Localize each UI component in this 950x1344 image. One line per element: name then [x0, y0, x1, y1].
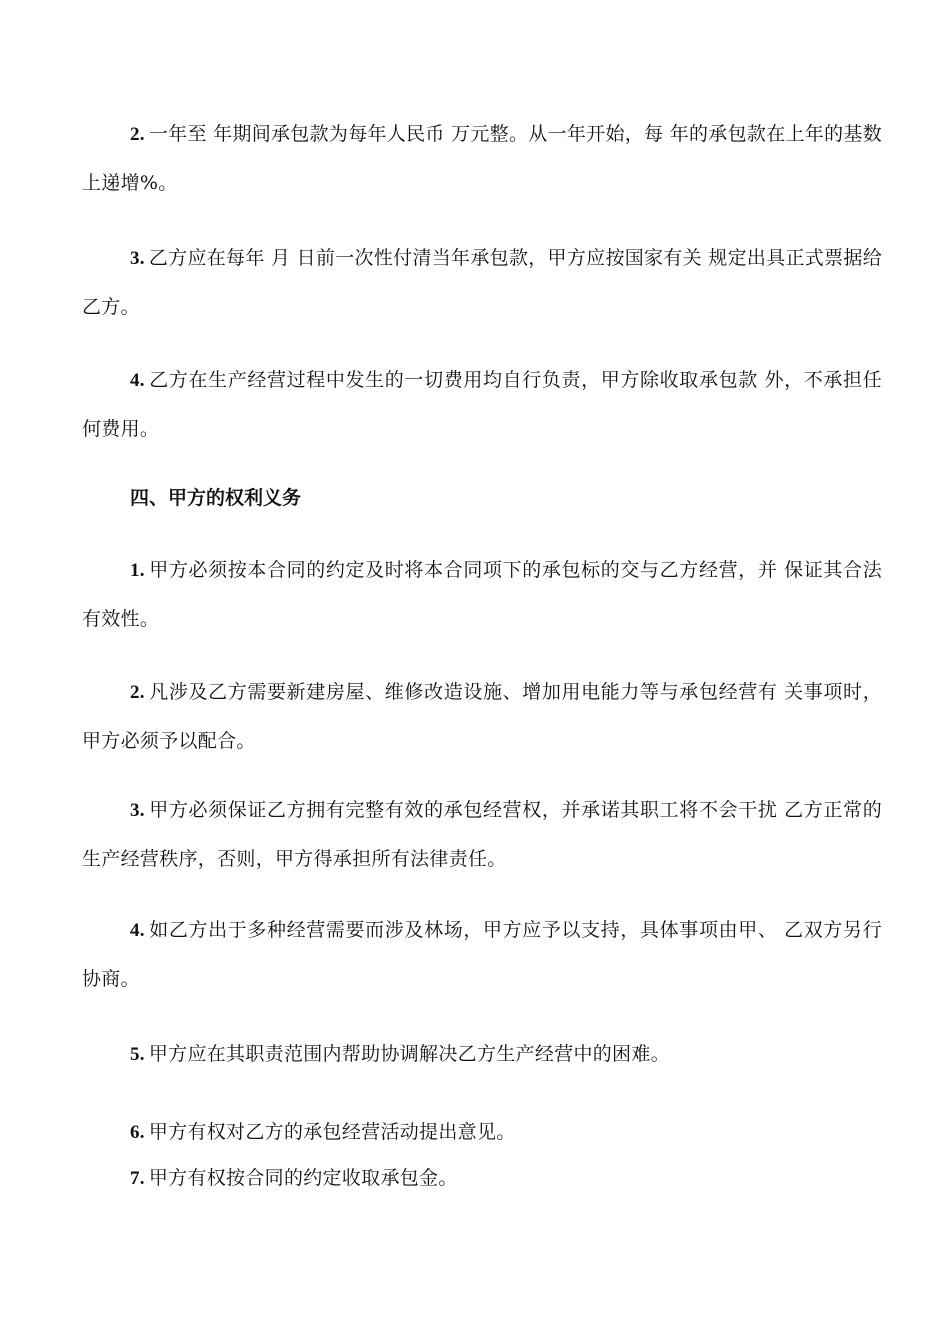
paragraph-item-3	[82, 786, 882, 883]
item-number: 4.	[130, 370, 145, 391]
paragraph-item-3	[82, 234, 882, 331]
paragraph-item-4	[82, 356, 882, 453]
item-text: 甲方有权按合同的约定收取承包金。	[148, 1167, 458, 1189]
item-text: 一年至 年期间承包款为每年人民币 万元整。从一年开始，每 年的承包款在上年的基数上递增%。	[82, 123, 882, 194]
item-number: 1.	[130, 560, 145, 581]
item-text: 乙方应在每年 月 日前一次性付清当年承包款，甲方应按国家有关 规定出具正式票据给乙方。	[82, 247, 882, 318]
paragraph-item-4	[82, 906, 882, 1003]
item-number: 5.	[130, 1044, 145, 1065]
item-text: 如乙方出于多种经营需要而涉及林场，甲方应予以支持，具体事项由甲、 乙双方另行协商。	[82, 919, 882, 990]
section-heading: 四、甲方的权利义务	[130, 487, 302, 509]
item-text: 甲方必须按本合同的约定及时将本合同项下的承包标的交与乙方经营，并 保证其合法有效性。	[82, 559, 882, 630]
paragraph-item-7	[82, 1154, 882, 1203]
item-text: 凡涉及乙方需要新建房屋、维修改造设施、增加用电能力等与承包经营有 关事项时，甲方必须予以配合。	[82, 681, 882, 752]
item-number: 3.	[130, 248, 145, 269]
item-text: 乙方在生产经营过程中发生的一切费用均自行负责，甲方除收取承包款 外，不承担任何费用。	[82, 369, 882, 440]
paragraph-item-6	[82, 1108, 882, 1157]
item-number: 6.	[130, 1122, 145, 1143]
item-number: 4.	[130, 920, 145, 941]
item-number: 2.	[130, 682, 145, 703]
paragraph-item-2	[82, 668, 882, 765]
paragraph-item-2	[82, 110, 882, 207]
paragraph-item-5	[82, 1030, 882, 1079]
item-number: 2.	[130, 124, 145, 145]
paragraph-item-1	[82, 546, 882, 643]
item-number: 3.	[130, 800, 145, 821]
item-number: 7.	[130, 1168, 145, 1189]
item-text: 甲方有权对乙方的承包经营活动提出意见。	[148, 1121, 516, 1143]
item-text: 甲方应在其职责范围内帮助协调解决乙方生产经营中的困难。	[148, 1043, 670, 1065]
item-text: 甲方必须保证乙方拥有完整有效的承包经营权，并承诺其职工将不会干扰 乙方正常的生产经营秩序，否则，甲方得承担所有法律责任。	[82, 799, 882, 870]
